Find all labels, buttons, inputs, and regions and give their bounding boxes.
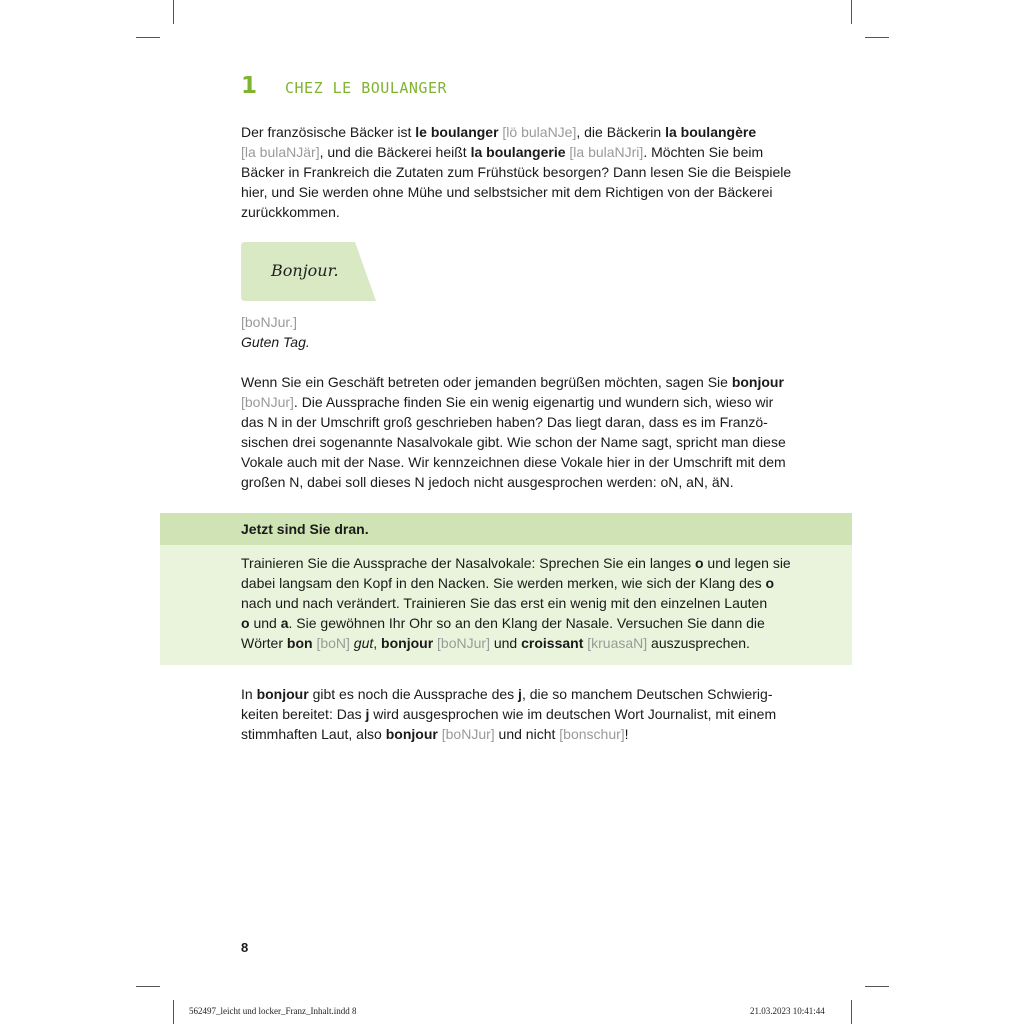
phonetic-transcription: [boNJur] (241, 394, 294, 410)
text-segment: das N in der Umschrift groß geschrieben haben? Das liegt daran, dass es im Franzö- (241, 414, 768, 430)
text-line (241, 472, 801, 492)
text-line (241, 332, 801, 352)
exercise-title: Jetzt sind Sie dran. (241, 521, 369, 537)
bold-term: croissant (521, 635, 584, 651)
phonetic-transcription: [la bulaNJär] (241, 144, 320, 160)
phonetic-transcription: [boNJur.] (241, 314, 298, 330)
phonetic-transcription: [boNJur] (441, 726, 495, 742)
text-segment: . Möchten Sie beim (643, 144, 764, 160)
text-line (241, 182, 801, 202)
bold-term: bonjour (256, 686, 309, 702)
chapter-heading (241, 73, 447, 99)
text-line (241, 432, 801, 452)
text-line (241, 312, 801, 332)
text-segment: In (241, 686, 257, 702)
text-line (241, 613, 791, 633)
text-line (241, 392, 801, 412)
text-line (241, 704, 801, 724)
text-segment: . Sie gewöhnen Ihr Ohr so an den Klang der Nasale. Versuchen Sie dann die (288, 615, 765, 631)
intro-paragraph (241, 122, 801, 222)
crop-mark (851, 0, 852, 24)
text-segment: und legen sie (703, 555, 791, 571)
text-segment: Wenn Sie ein Geschäft betreten oder jemanden begrüßen möchten, sagen Sie (241, 374, 732, 390)
slug-file-info: 562497_leicht und locker_Franz_Inhalt.indd 8 (189, 1006, 357, 1016)
bold-term: a (280, 615, 289, 631)
text-segment: , (373, 635, 382, 651)
text-segment: auszusprechen. (647, 635, 750, 651)
text-segment: , die Bäckerin (576, 124, 666, 140)
outro-paragraph (241, 684, 801, 744)
bold-term: la boulangerie (470, 144, 566, 160)
bold-term: j (365, 706, 370, 722)
bold-term: bonjour (385, 726, 438, 742)
text-segment: und nicht (494, 726, 560, 742)
text-segment: , und die Bäckerei heißt (319, 144, 471, 160)
text-line (241, 553, 791, 573)
text-segment: gibt es noch die Aussprache des (308, 686, 519, 702)
bold-term: bonjour (731, 374, 784, 390)
text-line (241, 142, 801, 162)
bold-term: j (518, 686, 522, 702)
bold-term: bon (286, 635, 313, 651)
text-segment: Vokale auch mit der Nase. Wir kennzeichnen diese Vokale hier in der Umschrift mit dem (241, 454, 786, 470)
text-line (241, 372, 801, 392)
text-segment: zurückkommen. (241, 204, 340, 220)
text-line (241, 202, 801, 222)
example-block (241, 312, 801, 352)
nasal-paragraph (241, 372, 801, 492)
chapter-number: 1 (241, 73, 258, 99)
text-segment: , die so manchem Deutschen Schwierig- (521, 686, 773, 702)
italic-text: gut (353, 635, 374, 651)
text-segment: Der französische Bäcker ist (241, 124, 416, 140)
text-segment: keiten bereitet: Das (241, 706, 366, 722)
crop-mark (865, 986, 889, 987)
page-number: 8 (241, 940, 249, 955)
text-line (241, 593, 791, 613)
text-line (241, 633, 791, 653)
crop-mark (136, 37, 160, 38)
phonetic-transcription: [lö bulaNJe] (502, 124, 577, 140)
text-segment: ! (624, 726, 629, 742)
exercise-text (241, 553, 791, 653)
text-line (241, 573, 791, 593)
text-segment: und (489, 635, 522, 651)
slug-date-info: 21.03.2023 10:41:44 (750, 1006, 825, 1016)
exercise-box (160, 513, 852, 665)
italic-text: Guten Tag. (241, 334, 310, 350)
phonetic-transcription: [kruasaN] (587, 635, 648, 651)
text-segment: sischen drei sogenannte Nasalvokale gibt. Wie schon der Name sagt, spricht man diese (241, 434, 786, 450)
text-line (241, 724, 801, 744)
bold-term: o (241, 615, 250, 631)
crop-mark (173, 0, 174, 24)
text-segment: wird ausgesprochen wie im deutschen Wort Journalist, mit einem (369, 706, 777, 722)
phonetic-transcription: [bonschur] (559, 726, 625, 742)
text-segment: und (249, 615, 281, 631)
text-line (241, 684, 801, 704)
bold-term: bonjour (381, 635, 434, 651)
text-segment: hier, und Sie werden ohne Mühe und selbstsicher mit dem Richtigen von der Bäckerei (241, 184, 773, 200)
crop-mark (851, 1000, 852, 1024)
phonetic-transcription: [la bulaNJri] (569, 144, 644, 160)
bold-term: o (765, 575, 775, 591)
bold-term: o (694, 555, 704, 571)
text-segment: Trainieren Sie die Aussprache der Nasalvokale: Sprechen Sie ein langes (241, 555, 695, 571)
text-line (241, 452, 801, 472)
text-segment: nach und nach verändert. Trainieren Sie das erst ein wenig mit den einzelnen Lauten (241, 595, 768, 611)
phonetic-transcription: [boNJur] (437, 635, 490, 651)
bold-term: la boulangère (665, 124, 757, 140)
text-segment: Bäcker in Frankreich die Zutaten zum Frühstück besorgen? Dann lesen Sie die Beispiele (241, 164, 792, 180)
text-segment: dabei langsam den Kopf in den Nacken. Sie werden merken, wie sich der Klang des (241, 575, 766, 591)
chapter-title: CHEZ LE BOULANGER (285, 79, 448, 97)
text-line (241, 162, 801, 182)
crop-mark (136, 986, 160, 987)
text-segment: stimmhaften Laut, also (241, 726, 386, 742)
text-segment: . Die Aussprache finden Sie ein wenig eigenartig und wundern sich, wieso wir (293, 394, 774, 410)
text-segment: großen N, dabei soll dieses N jedoch nicht ausgesprochen werden: oN, aN, äN. (241, 474, 734, 490)
text-segment: Wörter (241, 635, 287, 651)
speech-bubble (241, 242, 377, 302)
text-line (241, 412, 801, 432)
bold-term: le boulanger (415, 124, 499, 140)
text-line (241, 122, 801, 142)
crop-mark (173, 1000, 174, 1024)
crop-mark (865, 37, 889, 38)
phonetic-transcription: [boN] (316, 635, 350, 651)
speech-bubble-text: Bonjour. (271, 261, 339, 280)
